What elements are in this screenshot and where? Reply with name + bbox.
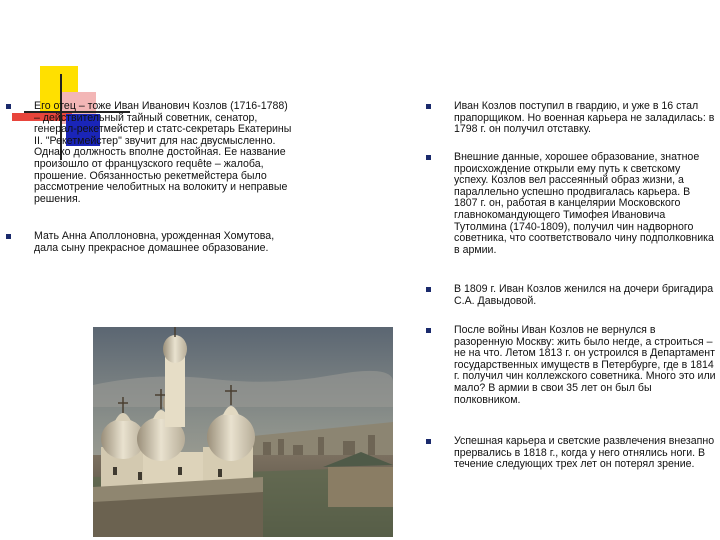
square-bullet-icon [426,439,431,444]
list-item-text: После войны Иван Козлов не вернулся в разоренную Москву: жить было негде, а строиться – не на что. Летом 1813 г. он устроился в Департамент государственных имуществ в Петербурге, где в 1814 г. получил чин коллежского советника. Много это или мало? В армии в свои 35 лет он был бы полковником. [454,324,716,406]
list-item [426,325,716,436]
list-item [426,101,716,152]
square-bullet-icon [426,155,431,160]
list-item-text: В 1809 г. Иван Козлов женился на дочери бригадира С.А. Давыдовой. [454,283,714,307]
list-item [426,284,716,325]
list-item-text: Внешние данные, хорошее образование, знатное происхождение открыли ему путь к светскому успеху. Козлов вел рассеянный образ жизни, а параллельно успешно продвигалась карьера. В 1807 г. он, работая в канцелярии Московского главнокомандующего Тимофея Ивановича Тутолмина (1740-1809), получил чин надворного советника, что соответствовало чину подполковника в армии. [454,151,714,256]
painting-kremlin-domes [93,327,393,537]
list-item-text: Мать Анна Аполлоновна, урожденная Хомутова, дала сыну прекрасное домашнее образование. [34,230,275,254]
square-bullet-icon [6,234,11,239]
left-column [6,101,296,254]
list-item [426,436,716,471]
list-item-text: Успешная карьера и светские развлечения внезапно прервались в 1818 г., когда у него отнялись ноги. В течение следующих трех лет он потерял зрение. [454,435,715,471]
square-bullet-icon [426,104,431,109]
painting-svg [93,327,393,537]
square-bullet-icon [426,287,431,292]
square-bullet-icon [6,104,11,109]
list-item [426,152,716,284]
square-bullet-icon [426,328,431,333]
list-item-text: Его отец – тоже Иван Иванович Козлов (1716-1788) – действительный тайный советник, сенатор, генерал-рекетмейстер и статс-секретарь Екатерины II. "Рекетмейстер" звучит для нас двусмысленно. Однако должность вполне достойная. Ее название произошло от французского requête – жалоба, прошение. Обязанностью рекетмейстера было рассмотрение челобитных на волокиту и неправые решения. [34,100,292,205]
list-item-text: Иван Козлов поступил в гвардию, и уже в 16 стал прапорщиком. Но военная карьера не заладилась: в 1798 г. он получил отставку. [454,100,715,136]
right-column [426,101,716,471]
list-item [6,231,296,254]
list-item [6,101,296,231]
